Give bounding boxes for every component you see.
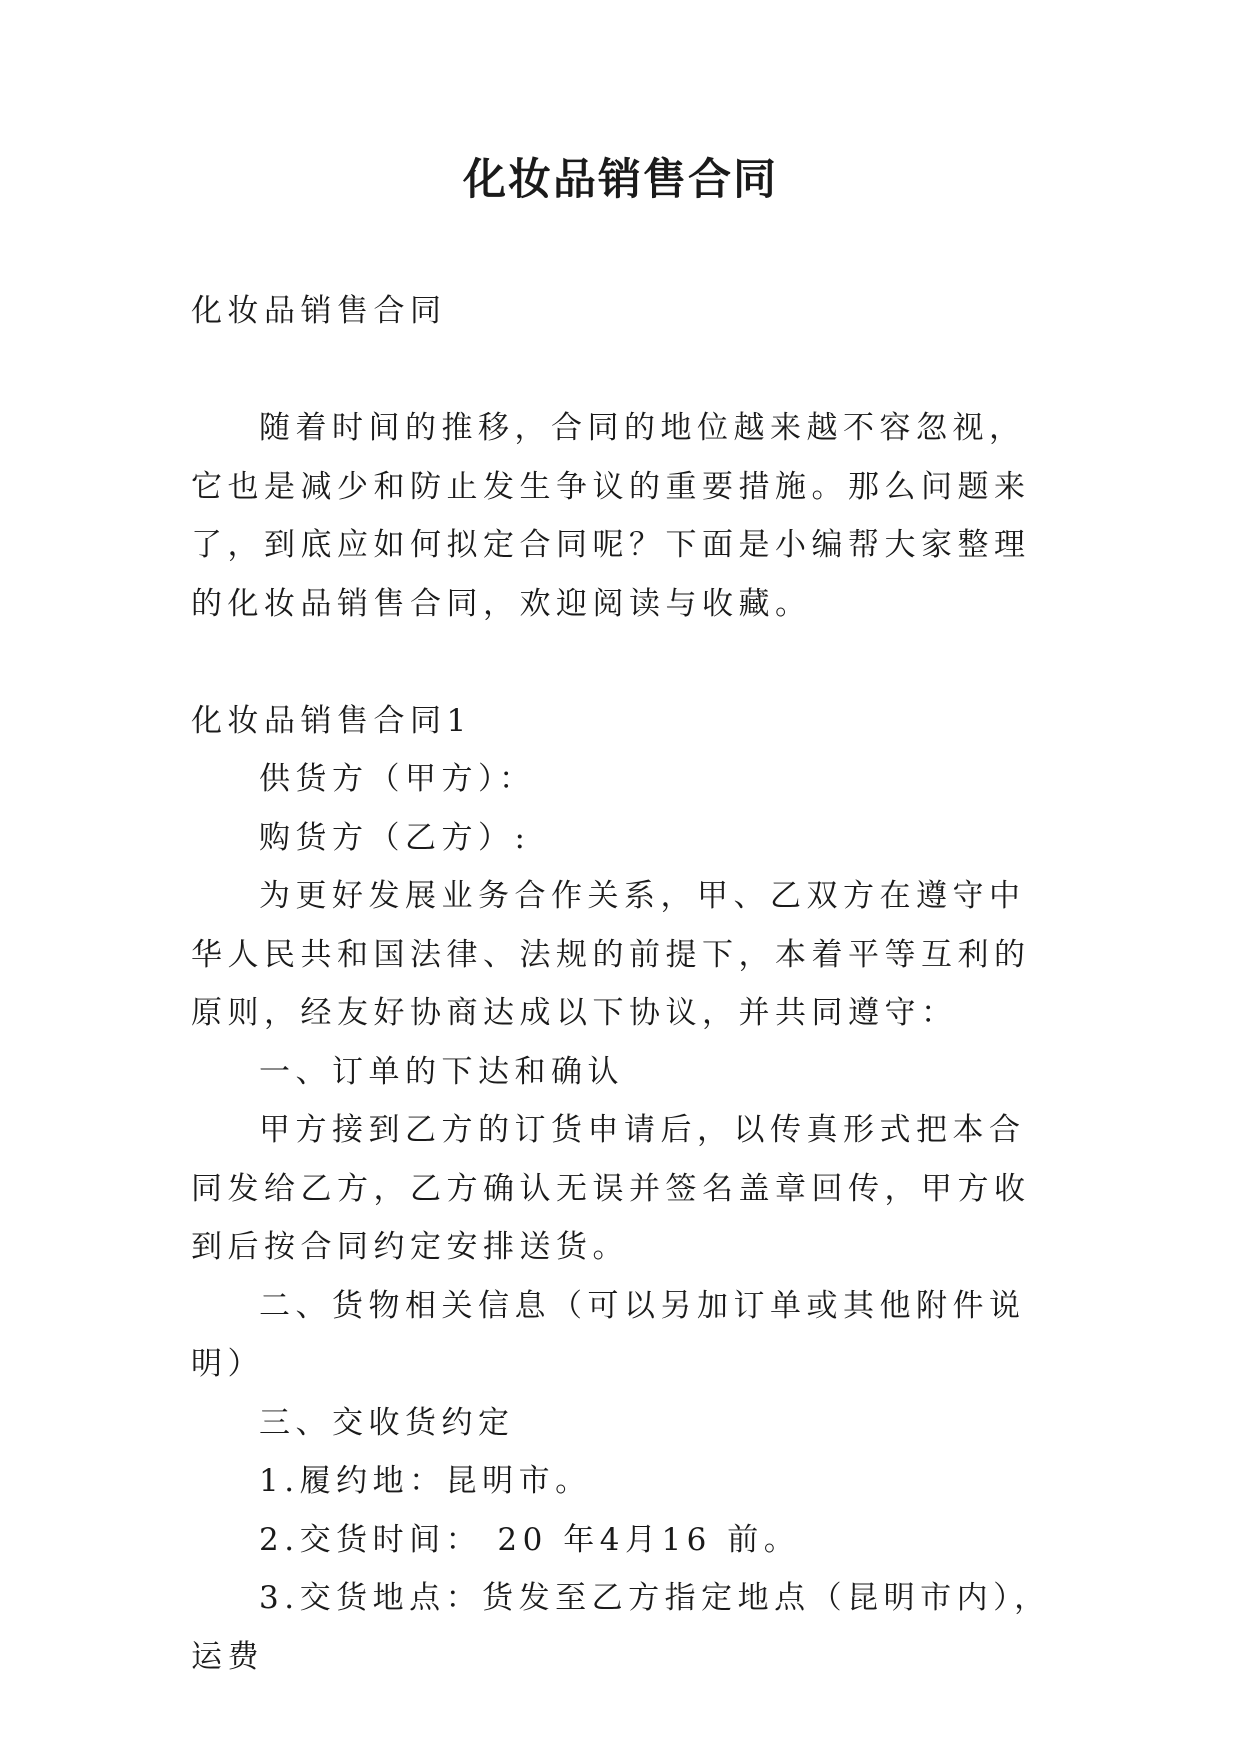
intro-paragraph: 随着时间的推移，合同的地位越来越不容忽视，它也是减少和防止发生争议的重要措施。那么问题来了，到底应如何拟定合同呢？下面是小编帮大家整理的化妆品销售合同，欢迎阅读与收藏。	[191, 410, 1031, 622]
section-heading-2: 二、货物相关信息（可以另加订单或其他附件说明）	[191, 1287, 1026, 1382]
clause-3-1: 1.履约地：昆明市。	[259, 1463, 592, 1499]
section-heading-3: 三、交收货约定	[259, 1404, 515, 1441]
section-1-paragraph: 甲方接到乙方的订货申请后，以传真形式把本合同发给乙方，乙方确认无误并签名盖章回传，甲方收到后按合同约定安排送货。	[191, 1112, 1031, 1265]
clause-3-3: 3.交货地点：货发至乙方指定地点（昆明市内），运费	[191, 1580, 1051, 1675]
document-title: 化妆品销售合同	[463, 155, 778, 205]
document-body	[191, 282, 1061, 1686]
subtitle-paragraph: 化妆品销售合同	[191, 293, 447, 329]
buyer-line: 购货方（乙方）:	[259, 819, 531, 856]
preamble-paragraph: 为更好发展业务合作关系，甲、乙双方在遵守中华人民共和国法律、法规的前提下，本着平等互利的原则，经友好协商达成以下协议，并共同遵守：	[191, 878, 1031, 1031]
supplier-line: 供货方（甲方）：	[259, 761, 536, 797]
section-heading-1: 一、订单的下达和确认	[259, 1053, 624, 1090]
contract-heading: 化妆品销售合同1	[191, 702, 472, 739]
clause-3-2: 2.交货时间： 20 年4月16 前。	[259, 1521, 801, 1558]
